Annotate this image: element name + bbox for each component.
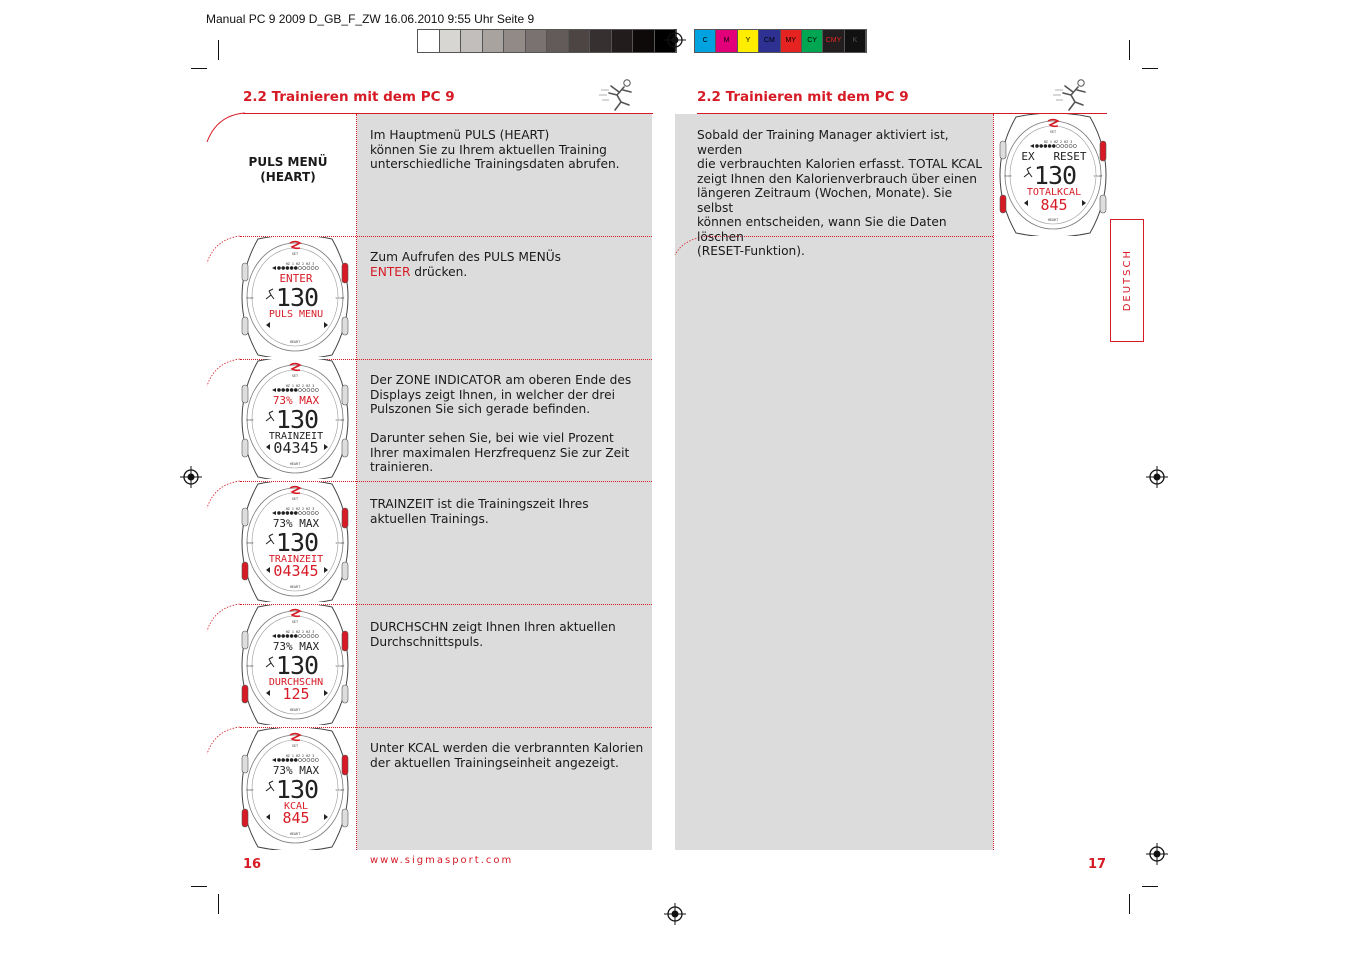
watch-display <box>236 237 354 357</box>
watch-illustration <box>994 114 1112 236</box>
right-instruction-text: Sobald der Training Manager aktiviert ist, werden die verbrauchten Kalorien erfasst. TOTAL KCAL zeigt Ihnen den Kalorienverbrauch über einen längeren Zeitraum (Wochen, Monate). Sie selbst können entscheiden, wann Sie die Daten löschen (RESET-Funktion). <box>697 128 983 258</box>
watch-button-top-right <box>342 263 348 283</box>
body-text-segment: TRAINZEIT ist die Trainingszeit Ihres aktuellen Trainings. <box>370 497 589 526</box>
crop-mark <box>1142 886 1158 887</box>
watch-set-label: SET <box>291 497 299 501</box>
watch-button-top-left <box>242 385 248 403</box>
zone-dot <box>294 388 297 391</box>
zone-indicator-labels: HZ 1 HZ 2 HZ 3 <box>1043 140 1073 144</box>
watch-illustration <box>236 728 354 850</box>
zone-dot <box>286 266 289 269</box>
watch-set-label: SET <box>1049 130 1057 134</box>
watch-main-value: 130 <box>275 651 319 680</box>
cmyk-swatch: C <box>695 30 716 52</box>
left-text-panel <box>357 114 652 850</box>
gray-swatch <box>526 30 548 52</box>
watch-button-top-left <box>242 263 248 281</box>
watch-heart-label: HEART <box>289 340 301 344</box>
watch-line-3: TRAINZEIT <box>268 431 324 442</box>
watch-line-4: 125 <box>282 685 310 703</box>
watch-button-bottom-right <box>342 809 348 827</box>
registration-mark-icon <box>1146 466 1168 488</box>
watch-button-top-left <box>242 508 248 526</box>
watch-line-top-left: EX <box>1021 150 1035 163</box>
crop-mark <box>1142 68 1158 69</box>
watch-set-label: SET <box>291 620 299 624</box>
watch-heart-label: HEART <box>289 708 301 712</box>
zone-indicator-labels: HZ 1 HZ 2 HZ 3 <box>285 507 315 511</box>
gray-swatch <box>483 30 505 52</box>
watch-side-label: MODE <box>246 418 254 422</box>
watch-set-label: SET <box>291 252 299 256</box>
zone-dot <box>290 388 293 391</box>
watch-illustration <box>236 359 354 479</box>
watch-line-3: TRAINZEIT <box>268 554 324 565</box>
watch-side-label: START <box>335 788 345 792</box>
crop-mark <box>218 40 219 60</box>
gray-swatch <box>633 30 655 52</box>
watch-main-value: 130 <box>275 528 319 557</box>
zone-dot <box>1040 144 1043 147</box>
zone-dot <box>282 388 285 391</box>
watch-button-top-right <box>342 508 348 528</box>
instruction-text <box>370 497 645 526</box>
watch-set-label: SET <box>291 744 299 748</box>
crop-mark <box>218 894 219 914</box>
body-text-segment: Unter KCAL werden die verbrannten Kalorien der aktuellen Trainingseinheit angezeigt. <box>370 741 644 770</box>
watch-line-3: PULS MENU <box>268 309 324 320</box>
left-page-header: 2.2 Trainieren mit dem PC 9 <box>243 89 455 105</box>
website-url: www.sigmasport.com <box>370 855 514 866</box>
crop-mark <box>1129 894 1130 914</box>
zone-dot <box>277 266 280 269</box>
cmyk-swatch: M <box>716 30 737 52</box>
highlight-text: ENTER <box>370 264 411 279</box>
watch-side-label: MODE <box>246 664 254 668</box>
body-text-segment: Zum Aufrufen des PULS MENÜs <box>370 250 562 264</box>
instruction-text <box>370 620 645 649</box>
zone-dot <box>290 634 293 637</box>
header-curve <box>205 112 247 144</box>
watch-side-label: START <box>335 418 345 422</box>
watch-line-3: DURCHSCHN <box>268 677 324 688</box>
watch-line-4: 845 <box>282 809 310 827</box>
watch-illustration <box>236 482 354 602</box>
gray-swatch <box>590 30 612 52</box>
zone-dot <box>1035 144 1038 147</box>
watch-side-label: START <box>335 664 345 668</box>
watch-line-top: 73% MAX <box>272 764 320 777</box>
gray-swatch <box>569 30 591 52</box>
watch-set-label: SET <box>291 374 299 378</box>
watch-button-top-left <box>242 631 248 649</box>
gray-swatch <box>504 30 526 52</box>
instruction-text <box>370 741 650 770</box>
watch-button-top-right <box>342 385 348 405</box>
runner-icon <box>597 78 637 112</box>
zone-dot <box>294 758 297 761</box>
gray-swatch <box>612 30 634 52</box>
zone-indicator-labels: HZ 1 HZ 2 HZ 3 <box>285 754 315 758</box>
left-column-divider <box>356 114 357 850</box>
zone-dot <box>1052 144 1055 147</box>
zone-dot <box>282 634 285 637</box>
zone-dot <box>282 758 285 761</box>
zone-dot <box>282 511 285 514</box>
zone-dot <box>294 511 297 514</box>
zone-dot <box>282 266 285 269</box>
cmyk-swatch: K <box>845 30 866 52</box>
watch-main-value: 130 <box>275 775 319 804</box>
watch-button-bottom-right <box>342 685 348 703</box>
watch-button-bottom-right <box>1100 195 1106 213</box>
watch-button-bottom-left <box>242 562 248 580</box>
watch-side-label: START <box>1093 174 1103 178</box>
zone-dot <box>290 266 293 269</box>
zone-indicator-labels: HZ 1 HZ 2 HZ 3 <box>285 630 315 634</box>
registration-mark-icon <box>664 903 686 925</box>
body-text-segment: Im Hauptmenü PULS (HEART) können Sie zu Ihrem aktuellen Training unterschiedliche Trainingsdaten abrufen. <box>370 128 620 171</box>
zone-indicator-labels: HZ 1 HZ 2 HZ 3 <box>285 384 315 388</box>
watch-heart-label: HEART <box>289 462 301 466</box>
watch-line-4: 04345 <box>273 439 319 457</box>
watch-button-top-right <box>342 631 348 651</box>
zone-dot <box>286 758 289 761</box>
zone-dot <box>286 634 289 637</box>
watch-button-bottom-right <box>342 317 348 335</box>
zone-dot <box>286 388 289 391</box>
zone-dot <box>277 758 280 761</box>
zone-indicator-labels: HZ 1 HZ 2 HZ 3 <box>285 262 315 266</box>
language-tab-label: DEUTSCH <box>1121 249 1133 312</box>
watch-line-top: ENTER <box>279 272 313 285</box>
watch-heart-label: HEART <box>1047 218 1059 222</box>
watch-illustration <box>236 605 354 725</box>
zone-dot <box>277 511 280 514</box>
runner-icon <box>1051 78 1091 112</box>
language-tab <box>1110 219 1144 342</box>
gray-swatch <box>418 30 440 52</box>
watch-line-3: TOTALKCAL <box>1026 187 1082 198</box>
instruction-text <box>370 128 645 172</box>
registration-mark-icon <box>180 466 202 488</box>
watch-button-bottom-left <box>1000 195 1006 213</box>
watch-button-top-right <box>342 755 348 775</box>
watch-line-top: 73% MAX <box>272 394 320 407</box>
cmyk-color-bar <box>694 29 867 53</box>
cmyk-swatch: CY <box>802 30 823 52</box>
watch-side-label: START <box>335 541 345 545</box>
zone-dot <box>277 388 280 391</box>
zone-dot <box>294 634 297 637</box>
zone-dot <box>1048 144 1051 147</box>
registration-mark-icon <box>664 29 686 51</box>
gray-swatch <box>547 30 569 52</box>
watch-side-label: START <box>335 296 345 300</box>
watch-button-bottom-right <box>342 562 348 580</box>
watch-heart-label: HEART <box>289 585 301 589</box>
zone-dot <box>1044 144 1047 147</box>
page-number-left: 16 <box>243 857 262 872</box>
zone-dot <box>290 758 293 761</box>
watch-side-label: MODE <box>246 788 254 792</box>
watch-line-4: 04345 <box>273 562 319 580</box>
watch-button-top-left <box>242 755 248 773</box>
zone-dot <box>286 511 289 514</box>
print-slug: Manual PC 9 2009 D_GB_F_ZW 16.06.2010 9:55 Uhr Seite 9 <box>206 12 535 26</box>
watch-button-bottom-left <box>242 317 248 335</box>
watch-button-bottom-left <box>242 809 248 827</box>
watch-line-top: 73% MAX <box>272 517 320 530</box>
watch-button-top-right <box>1100 141 1106 161</box>
watch-line-4: 845 <box>1040 196 1068 214</box>
cmyk-swatch: CMY <box>823 30 844 52</box>
right-page-header: 2.2 Trainieren mit dem PC 9 <box>697 89 909 105</box>
registration-mark-icon <box>1146 843 1168 865</box>
cmyk-swatch: CM <box>759 30 780 52</box>
watch-side-label: MODE <box>246 296 254 300</box>
watch-display <box>236 482 354 602</box>
section-label: PULS MENÜ (HEART) <box>248 155 328 184</box>
gray-swatch <box>440 30 462 52</box>
watch-side-label: MODE <box>246 541 254 545</box>
watch-main-value: 130 <box>1033 161 1077 190</box>
cmyk-swatch: Y <box>738 30 759 52</box>
instruction-text <box>370 373 645 475</box>
crop-mark <box>191 886 207 887</box>
watch-main-value: 130 <box>275 283 319 312</box>
watch-illustration <box>236 237 354 357</box>
watch-display <box>236 359 354 479</box>
gray-swatch <box>461 30 483 52</box>
watch-display <box>236 728 354 850</box>
cmyk-swatch: MY <box>781 30 802 52</box>
crop-mark <box>1129 40 1130 60</box>
body-text-segment: Der ZONE INDICATOR am oberen Ende des Displays zeigt Ihnen, in welcher der drei Pulszonen Sie sich gerade befinden. Darunter sehen Sie, bei wie viel Prozent Ihrer maximalen Herzfrequenz Sie zur Zeit trainieren. <box>370 373 632 474</box>
watch-heart-label: HEART <box>289 832 301 836</box>
zone-dot <box>290 511 293 514</box>
watch-button-bottom-right <box>342 439 348 457</box>
watch-main-value: 130 <box>275 405 319 434</box>
watch-line-3: KCAL <box>283 801 309 812</box>
watch-line-top-right: RESET <box>1053 150 1087 163</box>
page-number-right: 17 <box>1088 857 1107 872</box>
body-text-segment: DURCHSCHN zeigt Ihnen Ihren aktuellen Durchschnittspuls. <box>370 620 616 649</box>
watch-side-label: MODE <box>1004 174 1012 178</box>
watch-button-bottom-left <box>242 439 248 457</box>
gray-color-bar <box>417 29 677 53</box>
watch-button-bottom-left <box>242 685 248 703</box>
body-text-segment: drücken. <box>410 264 468 279</box>
zone-dot <box>277 634 280 637</box>
watch-display-total-kcal <box>994 114 1112 236</box>
crop-mark <box>191 68 207 69</box>
zone-dot <box>294 266 297 269</box>
watch-button-top-left <box>1000 141 1006 159</box>
watch-display <box>236 605 354 725</box>
watch-line-top: 73% MAX <box>272 640 320 653</box>
instruction-text <box>370 250 645 279</box>
